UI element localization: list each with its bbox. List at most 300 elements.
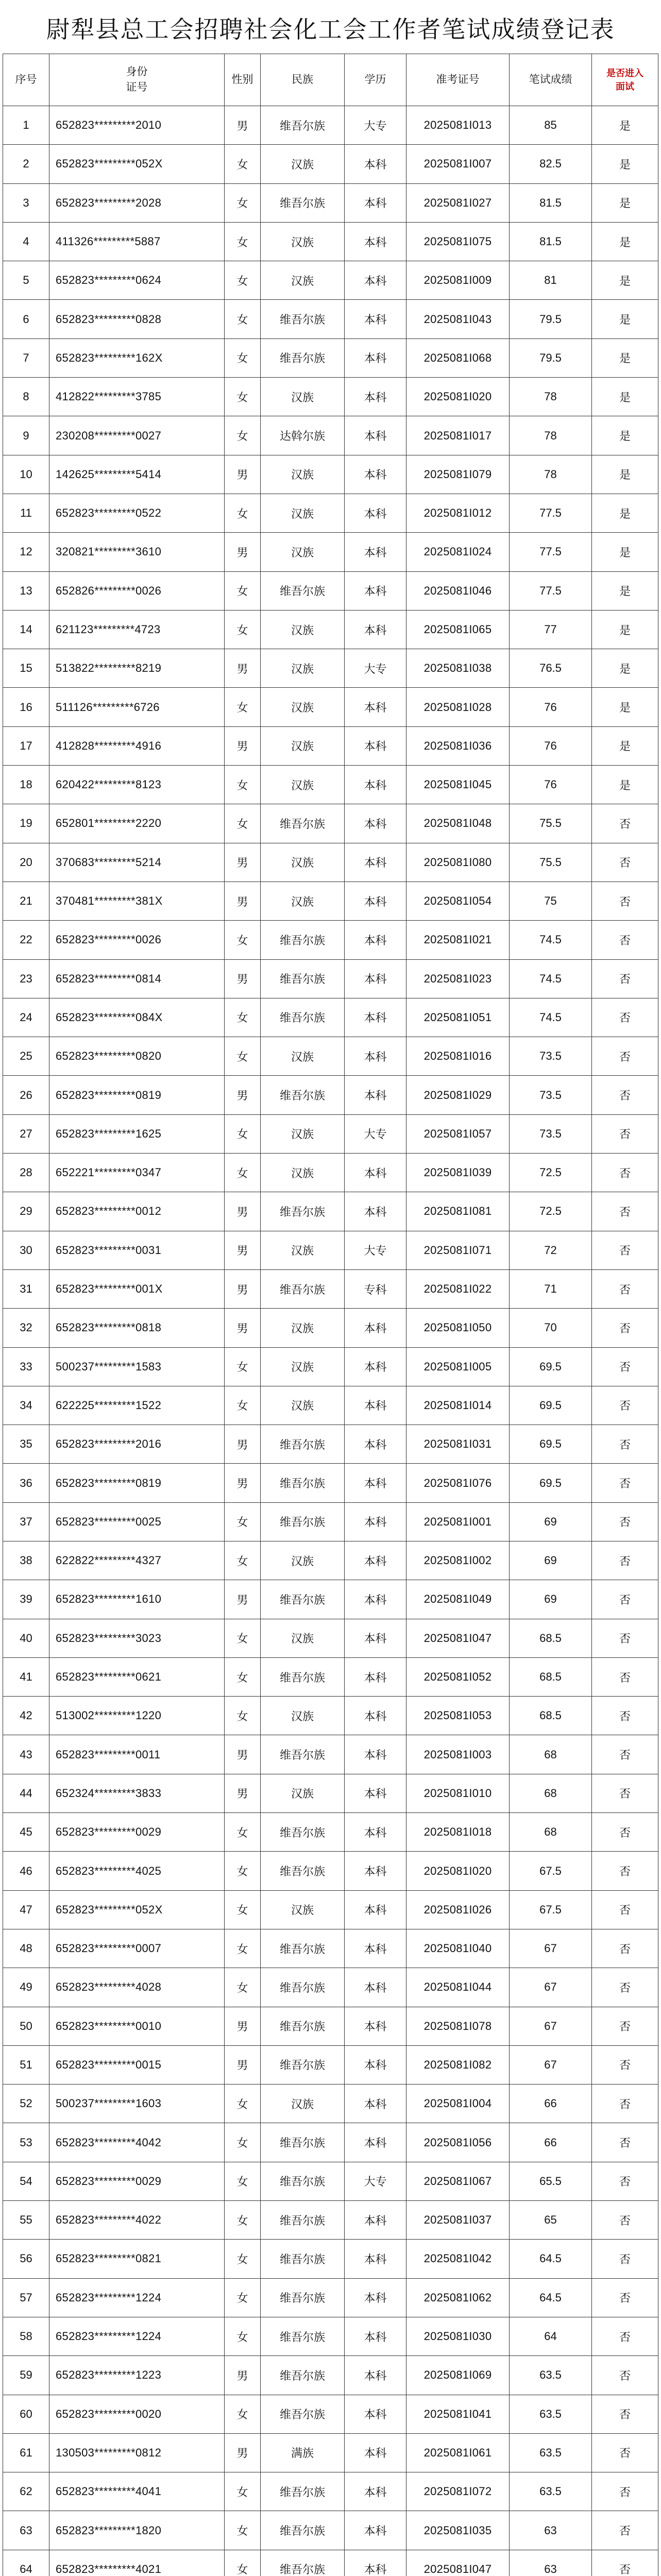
- table-row: [3, 183, 658, 222]
- gender-cell: 男: [225, 1076, 261, 1114]
- interview-cell: 否: [592, 998, 658, 1037]
- education-cell: 本科: [345, 533, 406, 571]
- seq-cell: 36: [3, 1464, 49, 1502]
- interview-cell: 否: [592, 1425, 658, 1464]
- ethnicity-cell: 汉族: [261, 1890, 345, 1929]
- education-cell: 本科: [345, 416, 406, 455]
- exam-number-cell: 2025081I001: [406, 1502, 510, 1541]
- score-cell: 72: [510, 1231, 592, 1269]
- score-cell: 63: [510, 2511, 592, 2550]
- interview-cell: 是: [592, 261, 658, 300]
- table-row: [3, 1269, 658, 1308]
- seq-cell: 40: [3, 1619, 49, 1657]
- id-number-cell: 652823*********0814: [49, 959, 225, 998]
- header-interview-line1: 是否进入: [606, 68, 643, 78]
- id-number-cell: 652324*********3833: [49, 1774, 225, 1812]
- education-cell: 本科: [345, 959, 406, 998]
- gender-cell: 女: [225, 145, 261, 183]
- interview-cell: 否: [592, 1076, 658, 1114]
- exam-number-cell: 2025081I078: [406, 2007, 510, 2045]
- seq-cell: 4: [3, 222, 49, 261]
- interview-cell: 否: [592, 1657, 658, 1696]
- score-cell: 82.5: [510, 145, 592, 183]
- gender-cell: 女: [225, 766, 261, 804]
- table-row: [3, 2240, 658, 2278]
- ethnicity-cell: 汉族: [261, 843, 345, 882]
- gender-cell: 女: [225, 2123, 261, 2162]
- id-number-cell: 652823*********1625: [49, 1114, 225, 1153]
- education-cell: 本科: [345, 1890, 406, 1929]
- exam-number-cell: 2025081I028: [406, 688, 510, 726]
- score-cell: 76: [510, 726, 592, 765]
- ethnicity-cell: 维吾尔族: [261, 2162, 345, 2200]
- seq-cell: 55: [3, 2201, 49, 2240]
- education-cell: 本科: [345, 1852, 406, 1890]
- interview-cell: 是: [592, 338, 658, 377]
- score-cell: 75.5: [510, 804, 592, 843]
- table-row: [3, 610, 658, 649]
- education-cell: 本科: [345, 1813, 406, 1852]
- table-row: [3, 921, 658, 959]
- exam-number-cell: 2025081I041: [406, 2395, 510, 2433]
- table-row: [3, 416, 658, 455]
- exam-number-cell: 2025081I029: [406, 1076, 510, 1114]
- score-cell: 73.5: [510, 1114, 592, 1153]
- header-seq: 序号: [3, 54, 49, 106]
- table-row: [3, 726, 658, 765]
- seq-cell: 52: [3, 2084, 49, 2123]
- interview-cell: 否: [592, 1269, 658, 1308]
- score-cell: 78: [510, 455, 592, 494]
- gender-cell: 男: [225, 455, 261, 494]
- id-number-cell: 370683*********5214: [49, 843, 225, 882]
- table-row: [3, 1154, 658, 1192]
- table-row: [3, 1813, 658, 1852]
- seq-cell: 46: [3, 1852, 49, 1890]
- interview-cell: 是: [592, 610, 658, 649]
- education-cell: 本科: [345, 378, 406, 416]
- id-number-cell: 652823*********2016: [49, 1425, 225, 1464]
- interview-cell: 否: [592, 1735, 658, 1774]
- seq-cell: 28: [3, 1154, 49, 1192]
- ethnicity-cell: 维吾尔族: [261, 338, 345, 377]
- seq-cell: 25: [3, 1037, 49, 1076]
- table-row: [3, 843, 658, 882]
- table-row: [3, 1309, 658, 1347]
- score-cell: 64.5: [510, 2278, 592, 2317]
- exam-number-cell: 2025081I056: [406, 2123, 510, 2162]
- id-number-cell: 511126*********6726: [49, 688, 225, 726]
- seq-cell: 60: [3, 2395, 49, 2433]
- score-cell: 64: [510, 2317, 592, 2355]
- ethnicity-cell: 汉族: [261, 1619, 345, 1657]
- score-cell: 63: [510, 2550, 592, 2576]
- seq-cell: 26: [3, 1076, 49, 1114]
- exam-number-cell: 2025081I048: [406, 804, 510, 843]
- gender-cell: 女: [225, 2162, 261, 2200]
- id-number-cell: 652823*********0010: [49, 2007, 225, 2045]
- table-row: [3, 1735, 658, 1774]
- score-cell: 66: [510, 2123, 592, 2162]
- ethnicity-cell: 维吾尔族: [261, 921, 345, 959]
- interview-cell: 否: [592, 1114, 658, 1153]
- table-row: [3, 998, 658, 1037]
- education-cell: 本科: [345, 998, 406, 1037]
- ethnicity-cell: 维吾尔族: [261, 1657, 345, 1696]
- table-row: [3, 2317, 658, 2355]
- exam-number-cell: 2025081I014: [406, 1386, 510, 1425]
- gender-cell: 女: [225, 378, 261, 416]
- gender-cell: 女: [225, 2240, 261, 2278]
- table-row: [3, 1774, 658, 1812]
- seq-cell: 61: [3, 2433, 49, 2472]
- id-number-cell: 652823*********4042: [49, 2123, 225, 2162]
- exam-number-cell: 2025081I005: [406, 1347, 510, 1386]
- ethnicity-cell: 汉族: [261, 2084, 345, 2123]
- table-row: [3, 2511, 658, 2550]
- score-cell: 85: [510, 106, 592, 145]
- ethnicity-cell: 维吾尔族: [261, 2472, 345, 2511]
- interview-cell: 否: [592, 1386, 658, 1425]
- education-cell: 本科: [345, 1502, 406, 1541]
- score-cell: 78: [510, 416, 592, 455]
- education-cell: 本科: [345, 1968, 406, 2007]
- score-cell: 65.5: [510, 2162, 592, 2200]
- ethnicity-cell: 维吾尔族: [261, 1735, 345, 1774]
- seq-cell: 27: [3, 1114, 49, 1153]
- exam-number-cell: 2025081I042: [406, 2240, 510, 2278]
- gender-cell: 女: [225, 1697, 261, 1735]
- id-number-cell: 652823*********052X: [49, 1890, 225, 1929]
- seq-cell: 45: [3, 1813, 49, 1852]
- education-cell: 本科: [345, 494, 406, 532]
- gender-cell: 男: [225, 1269, 261, 1308]
- interview-cell: 否: [592, 1968, 658, 2007]
- seq-cell: 32: [3, 1309, 49, 1347]
- table-row: [3, 1852, 658, 1890]
- ethnicity-cell: 汉族: [261, 145, 345, 183]
- interview-cell: 是: [592, 106, 658, 145]
- exam-number-cell: 2025081I020: [406, 378, 510, 416]
- interview-cell: 否: [592, 1231, 658, 1269]
- seq-cell: 10: [3, 455, 49, 494]
- interview-cell: 否: [592, 2395, 658, 2433]
- gender-cell: 女: [225, 1347, 261, 1386]
- ethnicity-cell: 汉族: [261, 378, 345, 416]
- exam-number-cell: 2025081I061: [406, 2433, 510, 2472]
- table-row: [3, 300, 658, 338]
- score-cell: 67.5: [510, 1890, 592, 1929]
- education-cell: 本科: [345, 804, 406, 843]
- seq-cell: 58: [3, 2317, 49, 2355]
- score-cell: 81.5: [510, 183, 592, 222]
- interview-cell: 否: [592, 2356, 658, 2395]
- interview-cell: 否: [592, 843, 658, 882]
- table-row: [3, 1347, 658, 1386]
- education-cell: 本科: [345, 1464, 406, 1502]
- interview-cell: 否: [592, 1309, 658, 1347]
- table-row: [3, 338, 658, 377]
- education-cell: 本科: [345, 1774, 406, 1812]
- gender-cell: 男: [225, 2045, 261, 2084]
- header-id-line2: 证号: [126, 81, 148, 93]
- ethnicity-cell: 维吾尔族: [261, 2278, 345, 2317]
- seq-cell: 21: [3, 882, 49, 920]
- exam-number-cell: 2025081I043: [406, 300, 510, 338]
- gender-cell: 女: [225, 804, 261, 843]
- gender-cell: 女: [225, 338, 261, 377]
- gender-cell: 男: [225, 1774, 261, 1812]
- seq-cell: 53: [3, 2123, 49, 2162]
- seq-cell: 3: [3, 183, 49, 222]
- table-row: [3, 2045, 658, 2084]
- exam-number-cell: 2025081I012: [406, 494, 510, 532]
- score-cell: 76: [510, 766, 592, 804]
- ethnicity-cell: 汉族: [261, 494, 345, 532]
- interview-cell: 是: [592, 378, 658, 416]
- interview-cell: 否: [592, 1154, 658, 1192]
- id-number-cell: 652823*********0012: [49, 1192, 225, 1231]
- header-score: 笔试成绩: [510, 54, 592, 106]
- score-cell: 77.5: [510, 533, 592, 571]
- education-cell: 本科: [345, 726, 406, 765]
- interview-cell: 是: [592, 416, 658, 455]
- education-cell: 本科: [345, 2511, 406, 2550]
- seq-cell: 37: [3, 1502, 49, 1541]
- table-row: [3, 1076, 658, 1114]
- gender-cell: 男: [225, 1309, 261, 1347]
- id-number-cell: 652823*********4028: [49, 1968, 225, 2007]
- id-number-cell: 652823*********1610: [49, 1580, 225, 1619]
- id-number-cell: 622822*********4327: [49, 1541, 225, 1580]
- score-cell: 69: [510, 1580, 592, 1619]
- seq-cell: 14: [3, 610, 49, 649]
- ethnicity-cell: 汉族: [261, 1309, 345, 1347]
- ethnicity-cell: 维吾尔族: [261, 1968, 345, 2007]
- table-row: [3, 106, 658, 145]
- education-cell: 本科: [345, 2278, 406, 2317]
- exam-number-cell: 2025081I040: [406, 1929, 510, 1968]
- interview-cell: 否: [592, 1192, 658, 1231]
- table-row: [3, 1968, 658, 2007]
- seq-cell: 35: [3, 1425, 49, 1464]
- table-row: [3, 1580, 658, 1619]
- ethnicity-cell: 维吾尔族: [261, 1852, 345, 1890]
- table-row: [3, 1231, 658, 1269]
- page-title: 尉犁县总工会招聘社会化工会工作者笔试成绩登记表: [46, 15, 615, 43]
- ethnicity-cell: 维吾尔族: [261, 998, 345, 1037]
- interview-cell: 否: [592, 1852, 658, 1890]
- education-cell: 本科: [345, 688, 406, 726]
- interview-cell: 否: [592, 2278, 658, 2317]
- gender-cell: 女: [225, 183, 261, 222]
- gender-cell: 男: [225, 1231, 261, 1269]
- gender-cell: 女: [225, 1657, 261, 1696]
- interview-cell: 是: [592, 183, 658, 222]
- exam-number-cell: 2025081I062: [406, 2278, 510, 2317]
- ethnicity-cell: 汉族: [261, 649, 345, 688]
- id-number-cell: 230208*********0027: [49, 416, 225, 455]
- score-cell: 67: [510, 1929, 592, 1968]
- score-cell: 63.5: [510, 2356, 592, 2395]
- interview-cell: 否: [592, 2201, 658, 2240]
- id-number-cell: 652823*********1820: [49, 2511, 225, 2550]
- score-cell: 64.5: [510, 2240, 592, 2278]
- id-number-cell: 652823*********0818: [49, 1309, 225, 1347]
- score-cell: 68.5: [510, 1657, 592, 1696]
- score-cell: 73.5: [510, 1037, 592, 1076]
- gender-cell: 女: [225, 2395, 261, 2433]
- gender-cell: 女: [225, 921, 261, 959]
- seq-cell: 48: [3, 1929, 49, 1968]
- ethnicity-cell: 汉族: [261, 1154, 345, 1192]
- education-cell: 本科: [345, 2317, 406, 2355]
- gender-cell: 男: [225, 2007, 261, 2045]
- education-cell: 专科: [345, 1269, 406, 1308]
- id-number-cell: 652823*********1223: [49, 2356, 225, 2395]
- score-cell: 81.5: [510, 222, 592, 261]
- table-row: [3, 2433, 658, 2472]
- seq-cell: 9: [3, 416, 49, 455]
- seq-cell: 17: [3, 726, 49, 765]
- score-cell: 68: [510, 1774, 592, 1812]
- gender-cell: 男: [225, 959, 261, 998]
- score-cell: 81: [510, 261, 592, 300]
- gender-cell: 女: [225, 416, 261, 455]
- exam-number-cell: 2025081I017: [406, 416, 510, 455]
- table-row: [3, 2356, 658, 2395]
- interview-cell: 否: [592, 959, 658, 998]
- seq-cell: 2: [3, 145, 49, 183]
- exam-number-cell: 2025081I026: [406, 1890, 510, 1929]
- interview-cell: 否: [592, 882, 658, 920]
- seq-cell: 57: [3, 2278, 49, 2317]
- education-cell: 大专: [345, 2162, 406, 2200]
- seq-cell: 43: [3, 1735, 49, 1774]
- score-cell: 79.5: [510, 338, 592, 377]
- score-cell: 74.5: [510, 959, 592, 998]
- exam-number-cell: 2025081I051: [406, 998, 510, 1037]
- seq-cell: 50: [3, 2007, 49, 2045]
- education-cell: 本科: [345, 766, 406, 804]
- seq-cell: 31: [3, 1269, 49, 1308]
- education-cell: 本科: [345, 1541, 406, 1580]
- id-number-cell: 652823*********0026: [49, 921, 225, 959]
- interview-cell: 否: [592, 1929, 658, 1968]
- interview-cell: 否: [592, 1697, 658, 1735]
- ethnicity-cell: 汉族: [261, 1774, 345, 1812]
- ethnicity-cell: 维吾尔族: [261, 2356, 345, 2395]
- exam-number-cell: 2025081I045: [406, 766, 510, 804]
- table-row: [3, 145, 658, 183]
- education-cell: 本科: [345, 921, 406, 959]
- id-number-cell: 652823*********1224: [49, 2317, 225, 2355]
- id-number-cell: 320821*********3610: [49, 533, 225, 571]
- education-cell: 本科: [345, 1154, 406, 1192]
- exam-number-cell: 2025081I022: [406, 1269, 510, 1308]
- ethnicity-cell: 维吾尔族: [261, 2395, 345, 2433]
- score-cell: 77.5: [510, 494, 592, 532]
- id-number-cell: 652823*********0029: [49, 2162, 225, 2200]
- exam-number-cell: 2025081I009: [406, 261, 510, 300]
- id-number-cell: 370481*********381X: [49, 882, 225, 920]
- score-cell: 68.5: [510, 1697, 592, 1735]
- interview-cell: 是: [592, 766, 658, 804]
- interview-cell: 否: [592, 2240, 658, 2278]
- education-cell: 本科: [345, 1580, 406, 1619]
- seq-cell: 39: [3, 1580, 49, 1619]
- interview-cell: 否: [592, 1580, 658, 1619]
- gender-cell: 男: [225, 1580, 261, 1619]
- exam-number-cell: 2025081I057: [406, 1114, 510, 1153]
- ethnicity-cell: 维吾尔族: [261, 2045, 345, 2084]
- id-number-cell: 652823*********0007: [49, 1929, 225, 1968]
- header-gender: 性别: [225, 54, 261, 106]
- ethnicity-cell: 汉族: [261, 1347, 345, 1386]
- table-row: [3, 2201, 658, 2240]
- seq-cell: 16: [3, 688, 49, 726]
- ethnicity-cell: 汉族: [261, 533, 345, 571]
- ethnicity-cell: 维吾尔族: [261, 1929, 345, 1968]
- gender-cell: 女: [225, 494, 261, 532]
- seq-cell: 63: [3, 2511, 49, 2550]
- gender-cell: 女: [225, 222, 261, 261]
- ethnicity-cell: 维吾尔族: [261, 1192, 345, 1231]
- exam-number-cell: 2025081I002: [406, 1541, 510, 1580]
- seq-cell: 1: [3, 106, 49, 145]
- table-row: [3, 1657, 658, 1696]
- table-body: [3, 106, 658, 2576]
- education-cell: 本科: [345, 1619, 406, 1657]
- interview-cell: 否: [592, 1619, 658, 1657]
- ethnicity-cell: 汉族: [261, 455, 345, 494]
- gender-cell: 女: [225, 2472, 261, 2511]
- ethnicity-cell: 汉族: [261, 1231, 345, 1269]
- score-cell: 67: [510, 2045, 592, 2084]
- ethnicity-cell: 达斡尔族: [261, 416, 345, 455]
- interview-cell: 否: [592, 2084, 658, 2123]
- table-row: [3, 688, 658, 726]
- exam-number-cell: 2025081I053: [406, 1697, 510, 1735]
- exam-number-cell: 2025081I082: [406, 2045, 510, 2084]
- score-cell: 78: [510, 378, 592, 416]
- table-row: [3, 959, 658, 998]
- education-cell: 本科: [345, 2201, 406, 2240]
- exam-number-cell: 2025081I054: [406, 882, 510, 920]
- table-row: [3, 222, 658, 261]
- exam-number-cell: 2025081I007: [406, 145, 510, 183]
- score-cell: 68: [510, 1813, 592, 1852]
- table-row: [3, 533, 658, 571]
- table-row: [3, 261, 658, 300]
- gender-cell: 女: [225, 1929, 261, 1968]
- interview-cell: 否: [592, 1464, 658, 1502]
- id-number-cell: 130503*********0812: [49, 2433, 225, 2472]
- education-cell: 本科: [345, 261, 406, 300]
- header-id-number: [49, 54, 225, 106]
- exam-number-cell: 2025081I072: [406, 2472, 510, 2511]
- id-number-cell: 652823*********0025: [49, 1502, 225, 1541]
- seq-cell: 29: [3, 1192, 49, 1231]
- gender-cell: 女: [225, 571, 261, 610]
- gender-cell: 男: [225, 1735, 261, 1774]
- gender-cell: 女: [225, 2278, 261, 2317]
- id-number-cell: 652823*********0819: [49, 1464, 225, 1502]
- ethnicity-cell: 汉族: [261, 1037, 345, 1076]
- table-row: [3, 494, 658, 532]
- gender-cell: 女: [225, 261, 261, 300]
- interview-cell: 否: [592, 2511, 658, 2550]
